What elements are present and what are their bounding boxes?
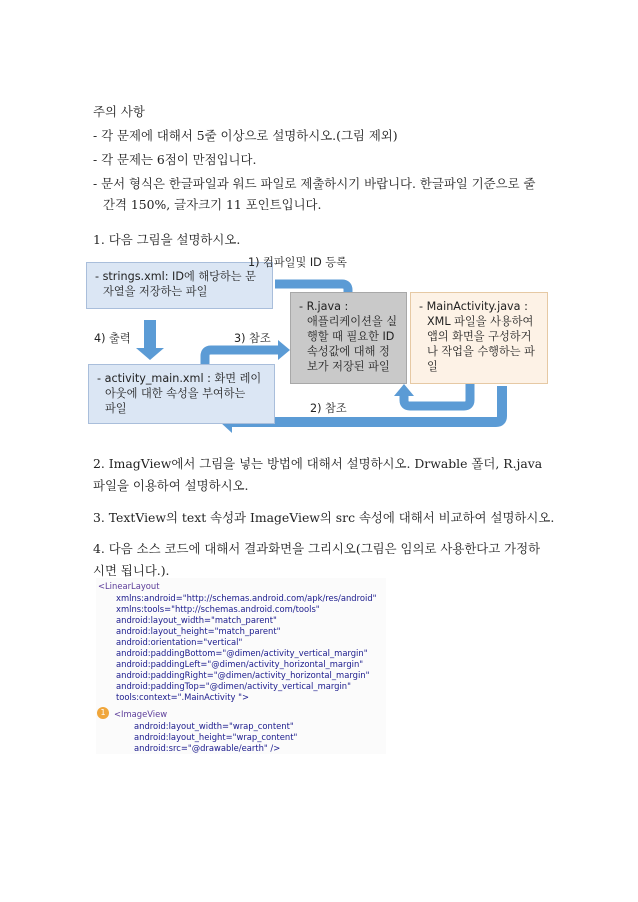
main-line: - MainActivity.java :: [419, 300, 528, 313]
main-activity-box: [410, 292, 548, 384]
arrow-main-to-r: [404, 384, 470, 406]
flow-diagram: [80, 250, 550, 440]
code-line: xmlns:android="http://schemas.android.com/apk/res/android": [116, 593, 377, 603]
rjava-line: 애플리케이션을 실: [307, 315, 398, 328]
notes-section: [93, 102, 553, 219]
code-line: android:paddingRight="@dimen/activity_horizontal_margin": [116, 670, 370, 680]
code-snippet: [96, 578, 386, 754]
code-line: <LinearLayout: [98, 581, 160, 591]
arrow-main-to-r-head: [394, 384, 414, 396]
main-line: 나 작업을 수행하는 파: [427, 345, 535, 358]
code-line: <ImageView: [114, 709, 168, 719]
label-ref2: 2) 참조: [310, 402, 347, 415]
activity-line: 아웃에 대한 속성을 부여하는: [105, 387, 246, 400]
code-line: android:layout_height="match_parent": [116, 626, 281, 636]
main-line: 일: [427, 360, 438, 373]
code-line: xmlns:tools="http://schemas.android.com/tools": [116, 604, 320, 614]
question-2: 2. ImagView에서 그림을 넣는 방법에 대해서 설명하시오. Drwable 폴더, R.java 파일을 이용하여 설명하시오.: [93, 456, 543, 493]
label-output: 4) 출력: [94, 332, 131, 345]
main-line: XML 파일을 사용하여: [427, 315, 534, 328]
notes-item: 간격 150%, 글자크기 11 포인트입니다.: [103, 197, 322, 212]
strings-line: 자열을 저장하는 파일: [103, 285, 208, 298]
r-java-box: [290, 292, 407, 384]
rjava-line: - R.java :: [299, 300, 349, 313]
activity-line: - activity_main.xml : 화면 레이: [97, 372, 262, 385]
label-compile: 1) 컴파일및 ID 등록: [248, 256, 347, 269]
code-line: android:paddingBottom="@dimen/activity_vertical_margin": [116, 648, 368, 658]
question-3: 3. TextView의 text 속성과 ImageView의 src 속성에 대해서 비교하여 설명하시오.: [93, 510, 555, 525]
rjava-line: 행할 때 필요한 ID: [307, 330, 395, 343]
question-1: 1. 다음 그림을 설명하시오.: [93, 232, 241, 247]
arrow-ref3-head: [278, 340, 290, 360]
rjava-line: 속성값에 대해 정: [307, 345, 390, 358]
code-line: android:layout_height="wrap_content": [134, 732, 298, 742]
activity-main-box: [88, 364, 275, 424]
strings-line: - strings.xml: ID에 해당하는 문: [95, 270, 256, 283]
step-marker-icon: 1: [97, 707, 109, 719]
code-line: tools:context=".MainActivity ">: [116, 692, 249, 702]
arrow-output-shaft: [144, 320, 156, 350]
notes-item: - 문서 형식은 한글파일과 워드 파일로 제출하시기 바랍니다. 한글파일 기준으로 줄: [93, 176, 536, 191]
code-line: android:paddingTop="@dimen/activity_vertical_margin": [116, 681, 351, 691]
notes-item: - 각 문제는 6점이 만점입니다.: [93, 152, 257, 167]
code-line: android:paddingLeft="@dimen/activity_horizontal_margin": [116, 659, 364, 669]
code-line: android:orientation="vertical": [116, 637, 243, 647]
arrow-output-head: [136, 348, 164, 360]
activity-line: 파일: [105, 402, 127, 415]
notes-item: - 각 문제에 대해서 5줄 이상으로 설명하시오.(그림 제외): [93, 128, 398, 143]
notes-title: 주의 사항: [93, 104, 145, 119]
code-line: android:layout_width="match_parent": [116, 615, 277, 625]
question-4: 4. 다음 소스 코드에 대해서 결과화면을 그리시오(그림은 임의로 사용한다고 가정하시면 됩니다.).: [93, 541, 541, 578]
strings-box: [86, 262, 273, 309]
code-line: android:layout_width="wrap_content": [134, 721, 294, 731]
rjava-line: 보가 저장된 파일: [307, 360, 390, 373]
code-line: android:src="@drawable/earth" />: [134, 743, 281, 753]
main-line: 앱의 화면을 구성하거: [427, 330, 532, 343]
label-ref3: 3) 참조: [234, 332, 271, 345]
